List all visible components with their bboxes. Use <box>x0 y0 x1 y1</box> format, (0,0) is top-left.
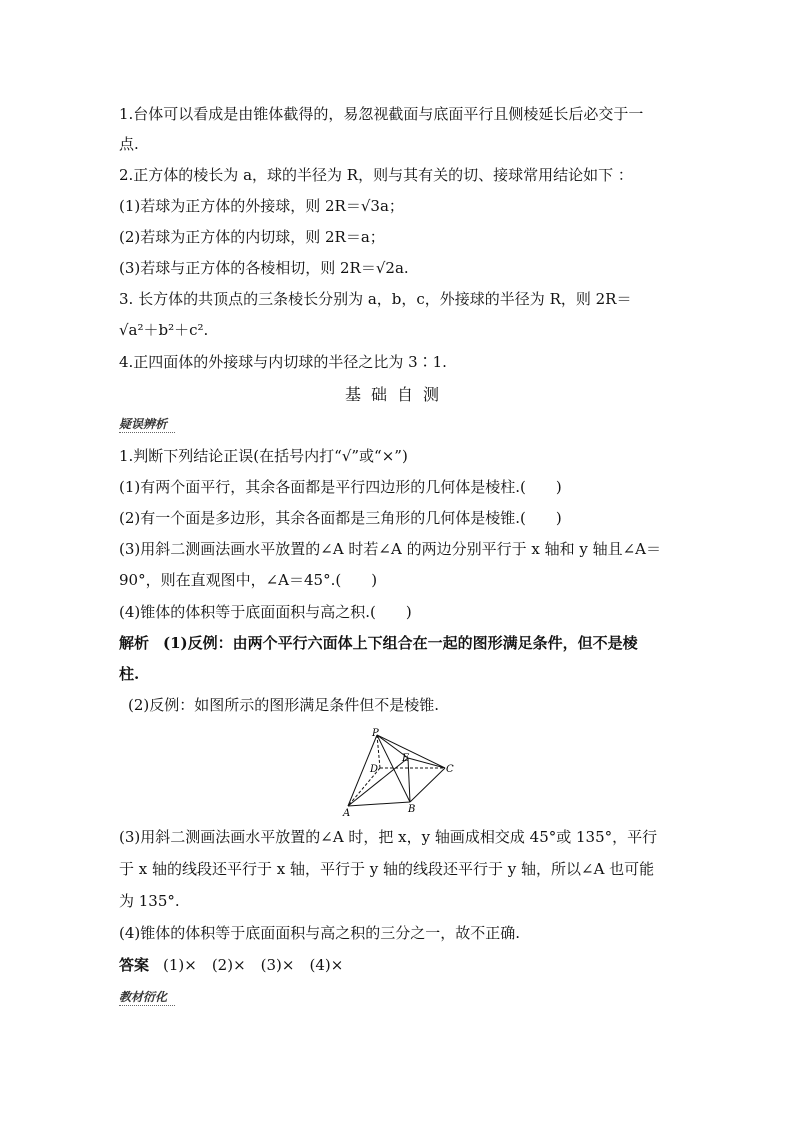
note-2-1: (1)若球为正方体的外接球，则 2R＝√3a； <box>119 197 404 215</box>
answer-line <box>119 955 343 975</box>
vertex-label-c: C <box>446 764 454 775</box>
analysis-1-line-1 <box>119 633 638 653</box>
section-heading: 基础自测 <box>344 385 449 404</box>
vertex-label-d: D <box>370 764 379 775</box>
note-2: 2.正方体的棱长为 a，球的半径为 R，则与其有关的切、接球常用结论如下 ： <box>119 166 633 184</box>
analysis-4: (4)锥体的体积等于底面面积与高之积的三分之一，故不正确. <box>119 924 521 942</box>
question-1-stem: 1.判断下列结论正误(在括号内打“√”或“×”) <box>119 447 408 465</box>
question-1-item-1: (1)有两个面平行，其余各面都是平行四边形的几何体是棱柱.( ) <box>119 478 562 496</box>
note-2-3: (3)若球与正方体的各棱相切，则 2R＝√2a. <box>119 259 409 277</box>
vertex-label-b: B <box>408 804 416 815</box>
vertex-label-e: E <box>402 753 410 764</box>
note-1-line-1: 1.台体可以看成是由锥体截得的，易忽视截面与底面平行且侧棱延长后必交于一 <box>119 105 644 123</box>
analysis-2: (2)反例：如图所示的图形满足条件但不是棱锥. <box>128 696 440 714</box>
vertex-label-a: A <box>343 808 351 819</box>
question-1-item-2: (2)有一个面是多边形，其余各面都是三角形的几何体是棱锥.( ) <box>119 509 562 527</box>
note-4: 4.正四面体的外接球与内切球的半径之比为 3∶1. <box>119 353 447 371</box>
analysis-3-line-3: 为 135°. <box>119 892 180 910</box>
question-1-item-4: (4)锥体的体积等于底面面积与高之积.( ) <box>119 603 412 621</box>
analysis-label: 解析 <box>119 634 150 652</box>
note-1-line-2: 点. <box>119 135 139 153</box>
section-label-textbook-derivation: 教材衍化 <box>119 988 175 1006</box>
section-label-error-analysis: 疑误辨析 <box>119 415 175 433</box>
analysis-3-line-1: (3)用斜二测画法画水平放置的∠A 时，把 x，y 轴画成相交成 45°或 135°，平行 <box>119 828 658 846</box>
analysis-1-line-2: 柱. <box>119 665 140 683</box>
answer-text: (1)× (2)× (3)× (4)× <box>163 956 344 974</box>
note-3-line-1: 3. 长方体的共顶点的三条棱长分别为 a，b，c，外接球的半径为 R，则 2R＝ <box>119 290 632 308</box>
answer-label: 答案 <box>119 956 150 974</box>
note-3-line-2: √a²＋b²＋c². <box>119 321 209 339</box>
vertex-label-p: P <box>372 728 379 739</box>
analysis-1-text: (1)反例：由两个平行六面体上下组合在一起的图形满足条件，但不是棱 <box>163 634 638 652</box>
note-2-2: (2)若球为正方体的内切球，则 2R＝a； <box>119 228 385 246</box>
question-1-item-3-line-2: 90°，则在直观图中，∠A＝45°.( ) <box>119 571 378 589</box>
pyramid-figure <box>340 728 460 820</box>
question-1-item-3-line-1: (3)用斜二测画法画水平放置的∠A 时若∠A 的两边分别平行于 x 轴和 y 轴且∠A＝ <box>119 540 661 558</box>
analysis-3-line-2: 于 x 轴的线段还平行于 x 轴，平行于 y 轴的线段还平行于 y 轴，所以∠A 也可能 <box>119 860 655 878</box>
